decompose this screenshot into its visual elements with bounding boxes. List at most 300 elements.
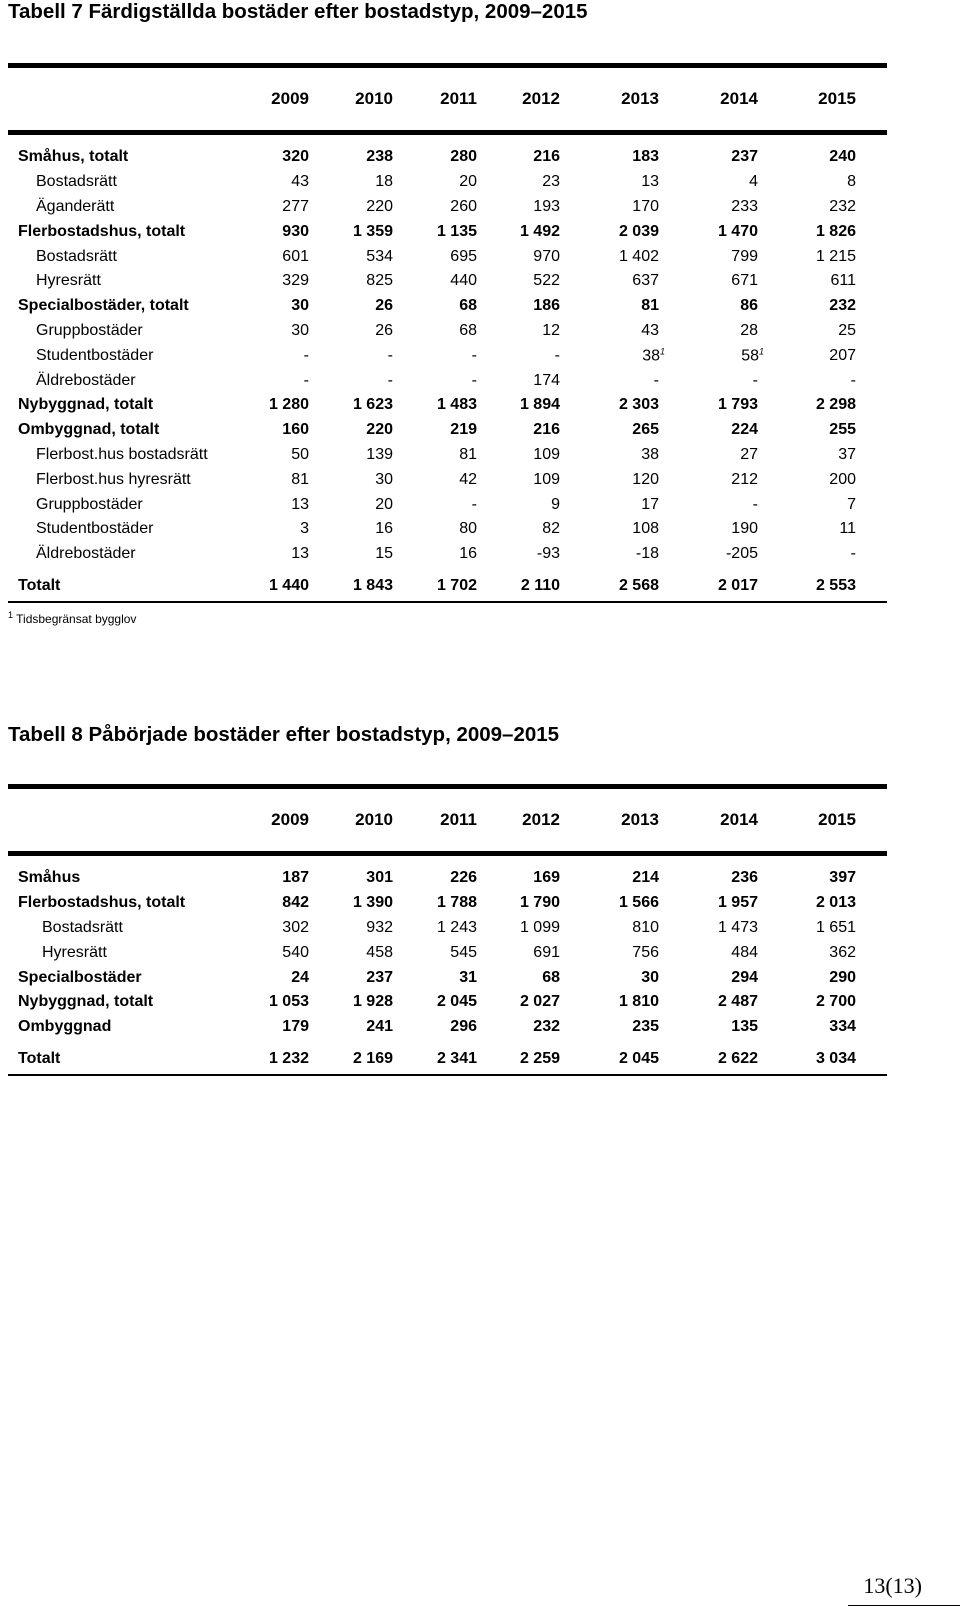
cell-value: 58: [741, 347, 759, 365]
table-bottom-rule: [8, 1074, 887, 1076]
total-cell: 1 702: [436, 576, 477, 594]
row-label: Hyresrätt: [36, 272, 101, 290]
cell-value: 232: [533, 1018, 560, 1036]
cell-value: -: [471, 495, 477, 513]
table-cell: [437, 396, 477, 414]
table-cell: [851, 545, 856, 563]
table-8-title: Tabell 8 Påbörjade bostäder efter bostadstyp, 2009–2015: [8, 723, 560, 746]
table-cell: [619, 396, 659, 414]
table-cell: [459, 471, 477, 489]
table-cell: [388, 372, 393, 390]
row-label: Ombyggnad: [18, 1018, 112, 1036]
year-header: 2014: [720, 810, 758, 829]
table-cell: [291, 446, 309, 464]
table-cell: [632, 869, 659, 887]
table-cell: [830, 272, 856, 290]
cell-value: 109: [533, 470, 560, 488]
row-label: Äldrebostäder: [36, 371, 136, 389]
cell-value: 212: [731, 470, 758, 488]
row-label: Nybyggnad, totalt: [18, 396, 154, 414]
cell-value: 236: [731, 869, 758, 887]
cell-value: 30: [375, 470, 393, 488]
table-cell: [731, 869, 758, 887]
table-cell: [375, 496, 393, 514]
table-cell: [375, 322, 393, 340]
table-cell: [619, 248, 659, 266]
cell-value: 237: [366, 968, 393, 986]
total-cell: 2 045: [618, 1049, 659, 1067]
row-label: Specialbostäder, totalt: [18, 297, 189, 315]
table-cell: [731, 471, 758, 489]
cell-value: 37: [838, 445, 856, 463]
table-cell: [632, 919, 659, 937]
cell-value: 16: [375, 520, 393, 538]
cell-value: 695: [450, 247, 477, 265]
cell-value: 1 566: [618, 894, 659, 912]
row-label: Specialbostäder: [18, 968, 142, 986]
cell-value: 1 280: [268, 396, 309, 414]
cell-value: 241: [366, 1018, 393, 1036]
row-label: Bostadsrätt: [36, 247, 117, 265]
cell-value: 671: [731, 272, 758, 290]
cell-value: 2 013: [815, 894, 856, 912]
table-cell: [551, 496, 560, 514]
cell-value: 280: [450, 148, 477, 166]
table-cell: [366, 1018, 393, 1036]
cell-value: 82: [542, 520, 560, 538]
cell-value: 81: [459, 445, 477, 463]
cell-value: 42: [459, 470, 477, 488]
table-cell: [829, 869, 856, 887]
cell-value: 810: [632, 918, 659, 936]
table-cell: [291, 969, 309, 987]
row-label: Hyresrätt: [42, 943, 107, 961]
table-cell: [632, 148, 659, 166]
row-label: Småhus, totalt: [18, 148, 129, 166]
cell-value: 277: [282, 197, 309, 215]
cell-value: 108: [632, 520, 659, 538]
cell-value: 1 135: [436, 222, 477, 240]
cell-value: 186: [533, 297, 560, 315]
cell-value: -: [752, 495, 758, 513]
table-cell: [636, 545, 659, 563]
cell-value: 224: [731, 421, 758, 439]
cell-value: -: [850, 371, 856, 389]
table-cell: [632, 471, 659, 489]
table-cell: [829, 421, 856, 439]
table-cell: [375, 173, 393, 191]
year-header: 2015: [818, 89, 856, 108]
cell-value: 12: [542, 321, 560, 339]
cell-value: 1 359: [352, 222, 393, 240]
cell-value: 30: [641, 968, 659, 986]
total-cell: 2 341: [436, 1049, 477, 1067]
table-cell: [366, 919, 393, 937]
cell-value: 932: [366, 918, 393, 936]
cell-value: 109: [533, 445, 560, 463]
table-cell: [632, 198, 659, 216]
table-cell: [533, 869, 560, 887]
cell-value: 86: [740, 297, 758, 315]
table-cell: [291, 322, 309, 340]
table-cell: [282, 421, 309, 439]
table-row: [8, 418, 887, 443]
table-cell: [366, 148, 393, 166]
table-cell: [353, 894, 393, 912]
table-cell: [731, 969, 758, 987]
cell-value: 484: [731, 943, 758, 961]
table-cell: [459, 520, 477, 538]
cell-value: 1 243: [436, 918, 477, 936]
table-cell: [366, 421, 393, 439]
table-cell: [632, 421, 659, 439]
table-cell: [472, 496, 477, 514]
cell-value: 522: [533, 272, 560, 290]
table-cell: [641, 446, 659, 464]
table-cell: [829, 471, 856, 489]
table-cell: [632, 944, 659, 962]
table-row: [8, 170, 887, 195]
table-cell: [282, 198, 309, 216]
year-header: 2012: [522, 810, 560, 829]
row-label: Äganderätt: [36, 197, 115, 215]
table-cell: [816, 894, 856, 912]
table-row: [8, 195, 887, 220]
footnote-text: Tidsbegränsat bygglov: [16, 612, 137, 626]
table-cell: [740, 446, 758, 464]
cell-value: 17: [641, 495, 659, 513]
table-cell: [520, 919, 560, 937]
table-cell: [816, 248, 856, 266]
table-cell: [437, 993, 477, 1011]
cell-value: -205: [725, 545, 758, 563]
cell-value: 362: [829, 943, 856, 961]
cell-value: -: [471, 371, 477, 389]
table-cell: [353, 396, 393, 414]
table-cell: [537, 545, 560, 563]
cell-value: 756: [632, 943, 659, 961]
cell-value: 13: [291, 545, 309, 563]
cell-value: 183: [632, 148, 659, 166]
table-cell: [472, 372, 477, 390]
cell-value: 2 027: [519, 993, 560, 1011]
table-cell: [533, 421, 560, 439]
cell-value: 1 793: [717, 396, 758, 414]
cell-value: 25: [838, 321, 856, 339]
cell-value: 545: [450, 943, 477, 961]
cell-value: 3: [300, 520, 309, 538]
cell-value: 397: [829, 869, 856, 887]
cell-value: 799: [731, 247, 758, 265]
table-cell: [731, 520, 758, 538]
table-cell: [731, 248, 758, 266]
table-cell: [437, 919, 477, 937]
table-cell: [847, 173, 856, 191]
table-cell: [533, 297, 560, 315]
cell-value: 260: [450, 197, 477, 215]
table-cell: [641, 297, 659, 315]
table-cell: [533, 471, 560, 489]
cell-value: 68: [542, 968, 560, 986]
cell-value: 1 790: [519, 894, 560, 912]
table-cell: [450, 148, 477, 166]
cell-value: 1 788: [436, 894, 477, 912]
cell-value: 458: [366, 943, 393, 961]
table-cell: [753, 372, 758, 390]
year-header: 2015: [818, 810, 856, 829]
total-cell: 2 017: [717, 576, 758, 594]
cell-value: -: [752, 371, 758, 389]
cell-value: 26: [375, 297, 393, 315]
table-cell: [533, 198, 560, 216]
cell-value: 139: [366, 445, 393, 463]
row-label: Bostadsrätt: [36, 173, 117, 191]
cell-value: 1 099: [519, 918, 560, 936]
table-cell: [740, 297, 758, 315]
table-cell: [366, 272, 393, 290]
cell-value: 842: [282, 894, 309, 912]
table-cell: [619, 223, 659, 241]
footnote-ref: 1: [758, 346, 764, 357]
table-cell: [641, 969, 659, 987]
table-row: [8, 940, 887, 965]
table-cell: [718, 993, 758, 1011]
cell-value: 1 894: [519, 396, 560, 414]
table-cell: [472, 347, 477, 365]
cell-value: 2 045: [436, 993, 477, 1011]
table-cell: [632, 1018, 659, 1036]
table-cell: [450, 198, 477, 216]
table-cell: [366, 969, 393, 987]
cell-value: 240: [829, 148, 856, 166]
row-label: Flerbostadshus, totalt: [18, 222, 186, 240]
cell-value: -: [471, 346, 477, 364]
table-cell: [816, 396, 856, 414]
table-row: [8, 294, 887, 319]
table-cell: [533, 272, 560, 290]
total-cell: 3 034: [815, 1049, 856, 1067]
cell-value: 220: [366, 197, 393, 215]
table-cell: [459, 545, 477, 563]
table-cell: [542, 969, 560, 987]
table-cell: [731, 421, 758, 439]
cell-value: 7: [847, 495, 856, 513]
year-header: 2013: [621, 810, 659, 829]
table-cell: [829, 198, 856, 216]
table-row: [8, 145, 887, 170]
cell-value: 637: [632, 272, 659, 290]
cell-value: 28: [740, 321, 758, 339]
table-cell: [641, 496, 659, 514]
table-7-title: Tabell 7 Färdigställda bostäder efter bostadstyp, 2009–2015: [8, 0, 588, 23]
table-cell: [642, 346, 665, 365]
cell-value: 81: [641, 297, 659, 315]
table-cell: [829, 944, 856, 962]
table-cell: [816, 223, 856, 241]
table-cell: [291, 471, 309, 489]
year-header: 2014: [720, 89, 758, 108]
cell-value: 2 298: [815, 396, 856, 414]
cell-value: 80: [459, 520, 477, 538]
table-total-row: [8, 1044, 887, 1074]
row-label: Studentbostäder: [36, 346, 154, 364]
cell-value: 4: [749, 173, 758, 191]
year-header: 2009: [271, 89, 309, 108]
cell-value: 301: [366, 869, 393, 887]
table-cell: [520, 993, 560, 1011]
cell-value: 174: [533, 371, 560, 389]
table-row: [8, 219, 887, 244]
year-header: 2009: [271, 810, 309, 829]
table-cell: [291, 545, 309, 563]
page-number: 13(13): [863, 1573, 922, 1598]
cell-value: 1 928: [352, 993, 393, 1011]
table-cell: [731, 198, 758, 216]
table-cell: [304, 372, 309, 390]
table-total-row: [8, 571, 887, 601]
table-cell: [282, 248, 309, 266]
table-row: [8, 319, 887, 344]
table-cell: [366, 944, 393, 962]
table-cell: [366, 198, 393, 216]
table-cell: [291, 173, 309, 191]
row-label: Småhus: [18, 869, 81, 887]
table-cell: [300, 520, 309, 538]
table-cell: [839, 520, 856, 538]
cell-value: 1 810: [618, 993, 659, 1011]
cell-value: 38: [641, 445, 659, 463]
cell-value: 81: [291, 470, 309, 488]
total-label: Totalt: [18, 1049, 61, 1067]
table-cell: [740, 322, 758, 340]
table-cell: [816, 993, 856, 1011]
cell-value: 1 470: [717, 222, 758, 240]
total-cell: 2 169: [352, 1049, 393, 1067]
cell-value: 1 826: [815, 222, 856, 240]
table-cell: [375, 297, 393, 315]
table-cell: [282, 272, 309, 290]
table-cell: [838, 446, 856, 464]
table-row: [8, 467, 887, 492]
table-cell: [619, 993, 659, 1011]
total-cell: 1 440: [268, 576, 309, 594]
table-cell: [641, 173, 659, 191]
cell-value: 825: [366, 272, 393, 290]
cell-value: 170: [632, 197, 659, 215]
cell-value: 26: [375, 321, 393, 339]
row-label: Nybyggnad, totalt: [18, 993, 154, 1011]
cell-value: 38: [642, 347, 660, 365]
cell-value: 232: [829, 297, 856, 315]
table-cell: [291, 496, 309, 514]
table-cell: [353, 223, 393, 241]
cell-value: 2 039: [618, 222, 659, 240]
total-cell: 2 553: [815, 576, 856, 594]
cell-value: 534: [366, 247, 393, 265]
cell-value: 220: [366, 421, 393, 439]
cell-value: 540: [282, 943, 309, 961]
cell-value: 16: [459, 545, 477, 563]
table-cell: [353, 993, 393, 1011]
cell-value: 296: [450, 1018, 477, 1036]
row-label: Bostadsrätt: [42, 918, 123, 936]
table-cell: [829, 148, 856, 166]
table-cell: [520, 894, 560, 912]
table-cell: [437, 223, 477, 241]
cell-value: 2 487: [717, 993, 758, 1011]
table-cell: [375, 545, 393, 563]
cell-value: -18: [635, 545, 659, 563]
table-row: [8, 368, 887, 393]
table-cell: [829, 1018, 856, 1036]
cell-value: 190: [731, 520, 758, 538]
row-label: Äldrebostäder: [36, 545, 136, 563]
row-label: Gruppbostäder: [36, 321, 143, 339]
cell-value: 1 053: [268, 993, 309, 1011]
cell-value: 18: [375, 173, 393, 191]
table-row: [8, 990, 887, 1015]
table-cell: [533, 1018, 560, 1036]
table-cell: [375, 471, 393, 489]
cell-value: 207: [829, 346, 856, 364]
cell-value: 601: [282, 247, 309, 265]
year-header: 2010: [355, 89, 393, 108]
table-cell: [533, 944, 560, 962]
cell-value: -: [850, 545, 856, 563]
row-label: Ombyggnad, totalt: [18, 421, 160, 439]
cell-value: 237: [731, 148, 758, 166]
cell-value: 329: [282, 272, 309, 290]
table-bottom-rule: [8, 601, 887, 603]
cell-value: 440: [450, 272, 477, 290]
table-cell: [282, 1018, 309, 1036]
cell-value: 30: [291, 321, 309, 339]
table-row: [8, 916, 887, 941]
table-spacer: [8, 135, 887, 145]
cell-value: 1 390: [352, 894, 393, 912]
cell-value: 11: [839, 520, 856, 538]
year-header: 2013: [621, 89, 659, 108]
cell-value: 43: [291, 173, 309, 191]
total-cell: 2 568: [618, 576, 659, 594]
table-cell: [291, 297, 309, 315]
cell-value: 187: [282, 869, 309, 887]
cell-value: 1 215: [815, 247, 856, 265]
table-cell: [555, 347, 560, 365]
table-row: [8, 393, 887, 418]
cell-value: -: [653, 371, 659, 389]
cell-value: 214: [632, 869, 659, 887]
cell-value: -: [554, 346, 560, 364]
table-row: [8, 443, 887, 468]
table-cell: [282, 223, 309, 241]
table-cell: [388, 347, 393, 365]
table-cell: [829, 969, 856, 987]
table-cell: [838, 322, 856, 340]
cell-value: 13: [641, 173, 659, 191]
cell-value: 691: [533, 943, 560, 961]
cell-value: 930: [282, 222, 309, 240]
table-cell: [654, 372, 659, 390]
cell-value: 265: [632, 421, 659, 439]
row-label: Flerbost.hus hyresrätt: [36, 470, 191, 488]
cell-value: 43: [641, 321, 659, 339]
table-row: [8, 492, 887, 517]
table-row: [8, 965, 887, 990]
table-cell: [450, 272, 477, 290]
cell-value: 2 700: [815, 993, 856, 1011]
table-cell: [829, 347, 856, 365]
